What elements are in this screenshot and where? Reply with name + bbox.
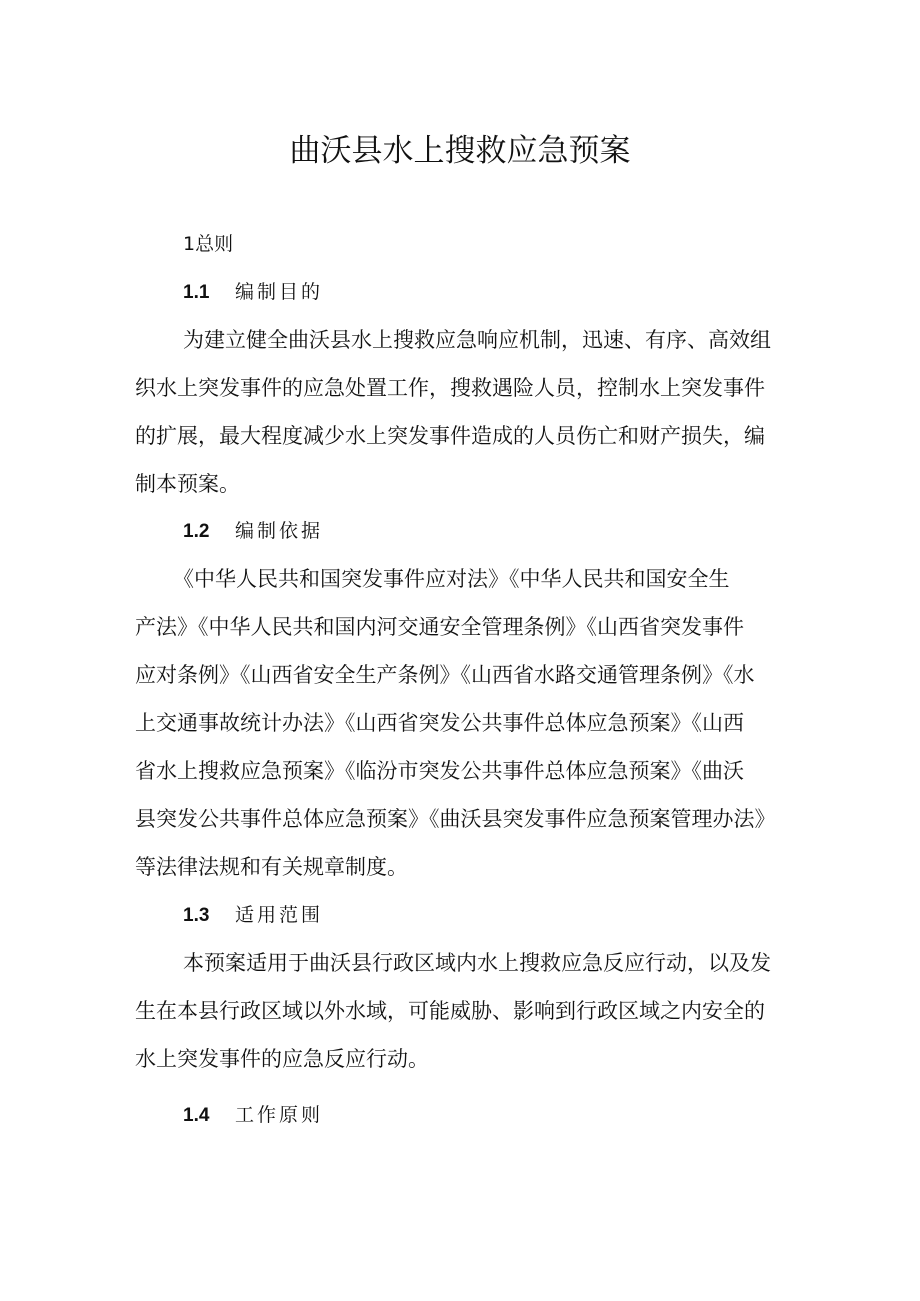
section-title: 适用范围	[235, 904, 324, 926]
section-number: 1.1	[183, 282, 210, 303]
paragraph-line: 产法》《中华人民共和国内河交通安全管理条例》《山西省突发事件	[135, 615, 744, 639]
paragraph-line: 省水上搜救应急预案》《临汾市突发公共事件总体应急预案》《曲沃	[135, 759, 744, 783]
section-title: 工作原则	[235, 1104, 324, 1126]
paragraph-line: 生在本县行政区域以外水域，可能威胁、影响到行政区域之内安全的	[135, 999, 765, 1023]
chapter-heading: 1总则	[183, 233, 234, 255]
section-number: 1.4	[183, 1105, 210, 1126]
section-title: 编制依据	[235, 520, 324, 542]
paragraph-line: 县突发公共事件总体应急预案》《曲沃县突发事件应急预案管理办法》	[135, 807, 776, 831]
paragraph-line: 上交通事故统计办法》《山西省突发公共事件总体应急预案》《山西	[135, 711, 744, 735]
paragraph-purpose	[135, 316, 805, 508]
section-number: 1.3	[183, 905, 210, 926]
document-title: 曲沃县水上搜救应急预案	[289, 133, 631, 169]
section-heading-1-3	[183, 900, 323, 931]
paragraph-basis	[135, 555, 805, 891]
section-heading-1-1	[183, 277, 323, 308]
paragraph-line: 为建立健全曲沃县水上搜救应急响应机制，迅速、有序、高效组	[183, 328, 771, 352]
paragraph-line: 的扩展，最大程度减少水上突发事件造成的人员伤亡和财产损失，编	[135, 424, 765, 448]
paragraph-line: 织水上突发事件的应急处置工作，搜救遇险人员，控制水上突发事件	[135, 376, 765, 400]
paragraph-line: 水上突发事件的应急反应行动。	[135, 1047, 429, 1071]
paragraph-line: 应对条例》《山西省安全生产条例》《山西省水路交通管理条例》《水	[135, 663, 755, 687]
section-number: 1.2	[183, 521, 210, 542]
paragraph-scope	[135, 939, 805, 1083]
section-heading-1-4	[183, 1100, 323, 1131]
paragraph-line: 制本预案。	[135, 472, 240, 496]
paragraph-line: 《中华人民共和国突发事件应对法》《中华人民共和国安全生	[173, 567, 730, 591]
section-heading-1-2	[183, 516, 323, 547]
section-title: 编制目的	[235, 281, 324, 303]
paragraph-line: 本预案适用于曲沃县行政区域内水上搜救应急反应行动，以及发	[183, 951, 771, 975]
paragraph-line: 等法律法规和有关规章制度。	[135, 855, 408, 879]
